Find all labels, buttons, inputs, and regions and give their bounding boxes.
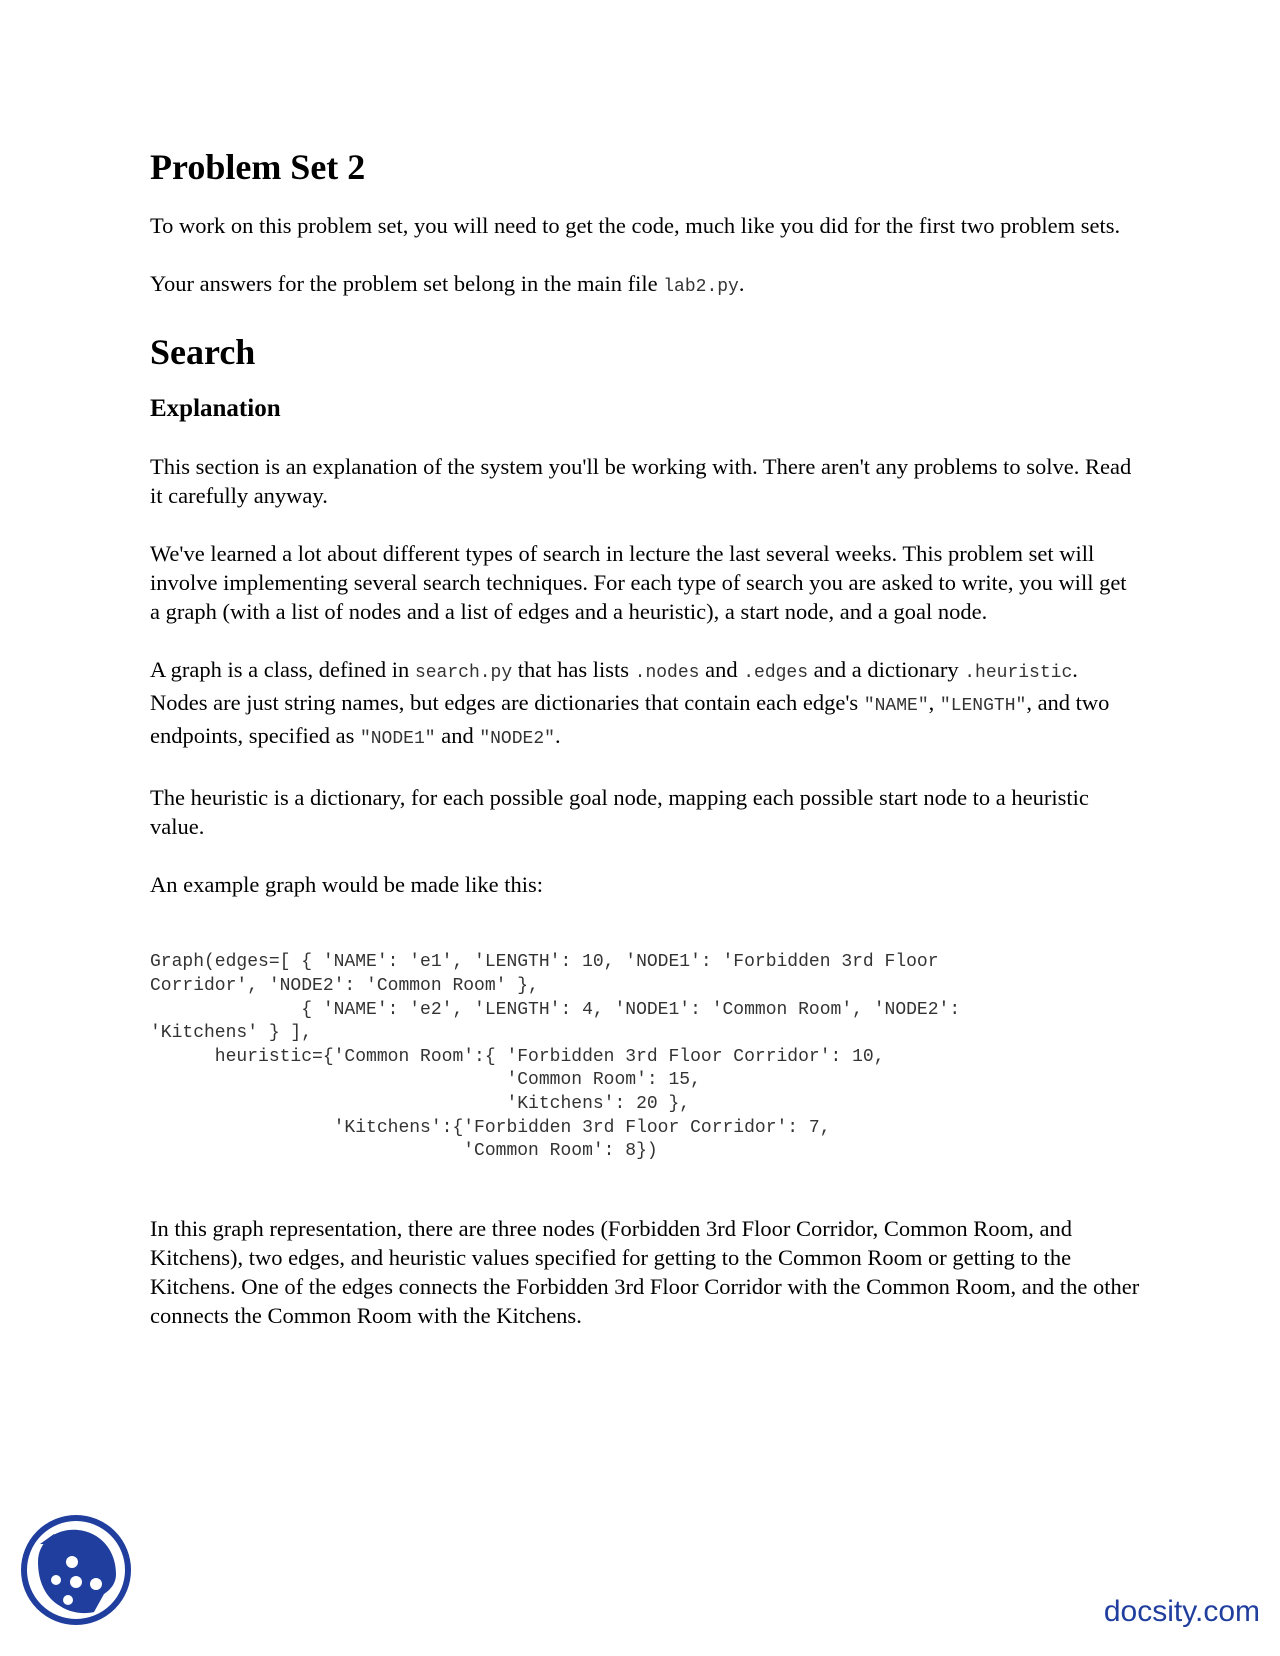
subsection-heading-explanation: Explanation [150,395,281,423]
text-run: . Nodes are just string names, but edges are dictionaries that contain each edge's [150,657,1078,716]
text-run: . [554,723,561,749]
inline-code: "NODE2" [479,729,555,750]
docsity-brand-text[interactable]: docsity.com [1103,1595,1260,1628]
text-run: , [928,690,940,716]
text-run: , and two endpoints, specified as [150,690,1110,749]
text-run: A graph is a class, defined in [150,657,415,683]
filename-code: lab2.py [663,277,739,298]
explanation-paragraph-1: This section is an explanation of the system you'll be working with. There aren't any problems to solve. Read it carefully anyway. [150,454,1132,509]
section-heading-search: Search [150,332,256,373]
inline-code: "LENGTH" [939,696,1027,717]
explanation-paragraph-2: We've learned a lot about different types of search in lecture the last several weeks. This problem set will involve implementing several search techniques. For each type of search you are asked to write, you will get a graph (with a list of nodes and a list of edges and a heuristic), a start node, and a goal node. [150,541,1127,625]
inline-code: .heuristic [964,663,1073,684]
document-page [150,146,1140,1359]
explanation-paragraph-5: An example graph would be made like this: [150,872,544,898]
inline-code: "NAME" [863,696,929,717]
example-code-block: Graph(edges=[ { 'NAME': 'e1', 'LENGTH': 10, 'NODE1': 'Forbidden 3rd Floor Corridor', 'NODE2': 'Common Room' }, { 'NAME': 'e2', 'LENGTH': 4, 'NODE1': 'Common Room', 'NODE2': 'Kitchens' } ], heuristic={'Common Room':{ 'Forbidden 3rd Floor Corridor': 10, 'Common Room': 15, 'Kitchens': 20 }, 'Kitchens':{'Forbidden 3rd Floor Corridor': 7, 'Common Room': 8}) [150,952,961,1162]
inline-code: "NODE1" [359,729,436,750]
text-run: and [435,723,480,749]
intro-text: Your answers for the problem set belong in the main file [150,271,664,297]
page-title: Problem Set 2 [150,147,366,187]
explanation-paragraph-3 [150,655,1140,754]
intro-paragraph-2 [150,269,1140,302]
docsity-logo-icon [20,1514,132,1626]
intro-paragraph-1: To work on this problem set, you will need to get the code, much like you did for the first two problem sets. [150,213,1121,239]
text-run: and a dictionary [808,657,965,683]
inline-code: .nodes [634,663,700,684]
text-run: that has lists [512,657,635,683]
explanation-paragraph-4: The heuristic is a dictionary, for each possible goal node, mapping each possible start node to a heuristic value. [150,785,1089,840]
inline-code: .edges [743,663,809,684]
text-run: and [699,657,744,683]
intro-text-end: . [738,271,745,297]
inline-code: search.py [414,663,513,684]
explanation-paragraph-6: In this graph representation, there are three nodes (Forbidden 3rd Floor Corridor, Common Room, and Kitchens), two edges, and heuristic values specified for getting to the Common Room or getting to the Kitchens. One of the edges connects the Forbidden 3rd Floor Corridor with the Common Room, and the other connects the Common Room with the Kitchens. [150,1215,1140,1328]
